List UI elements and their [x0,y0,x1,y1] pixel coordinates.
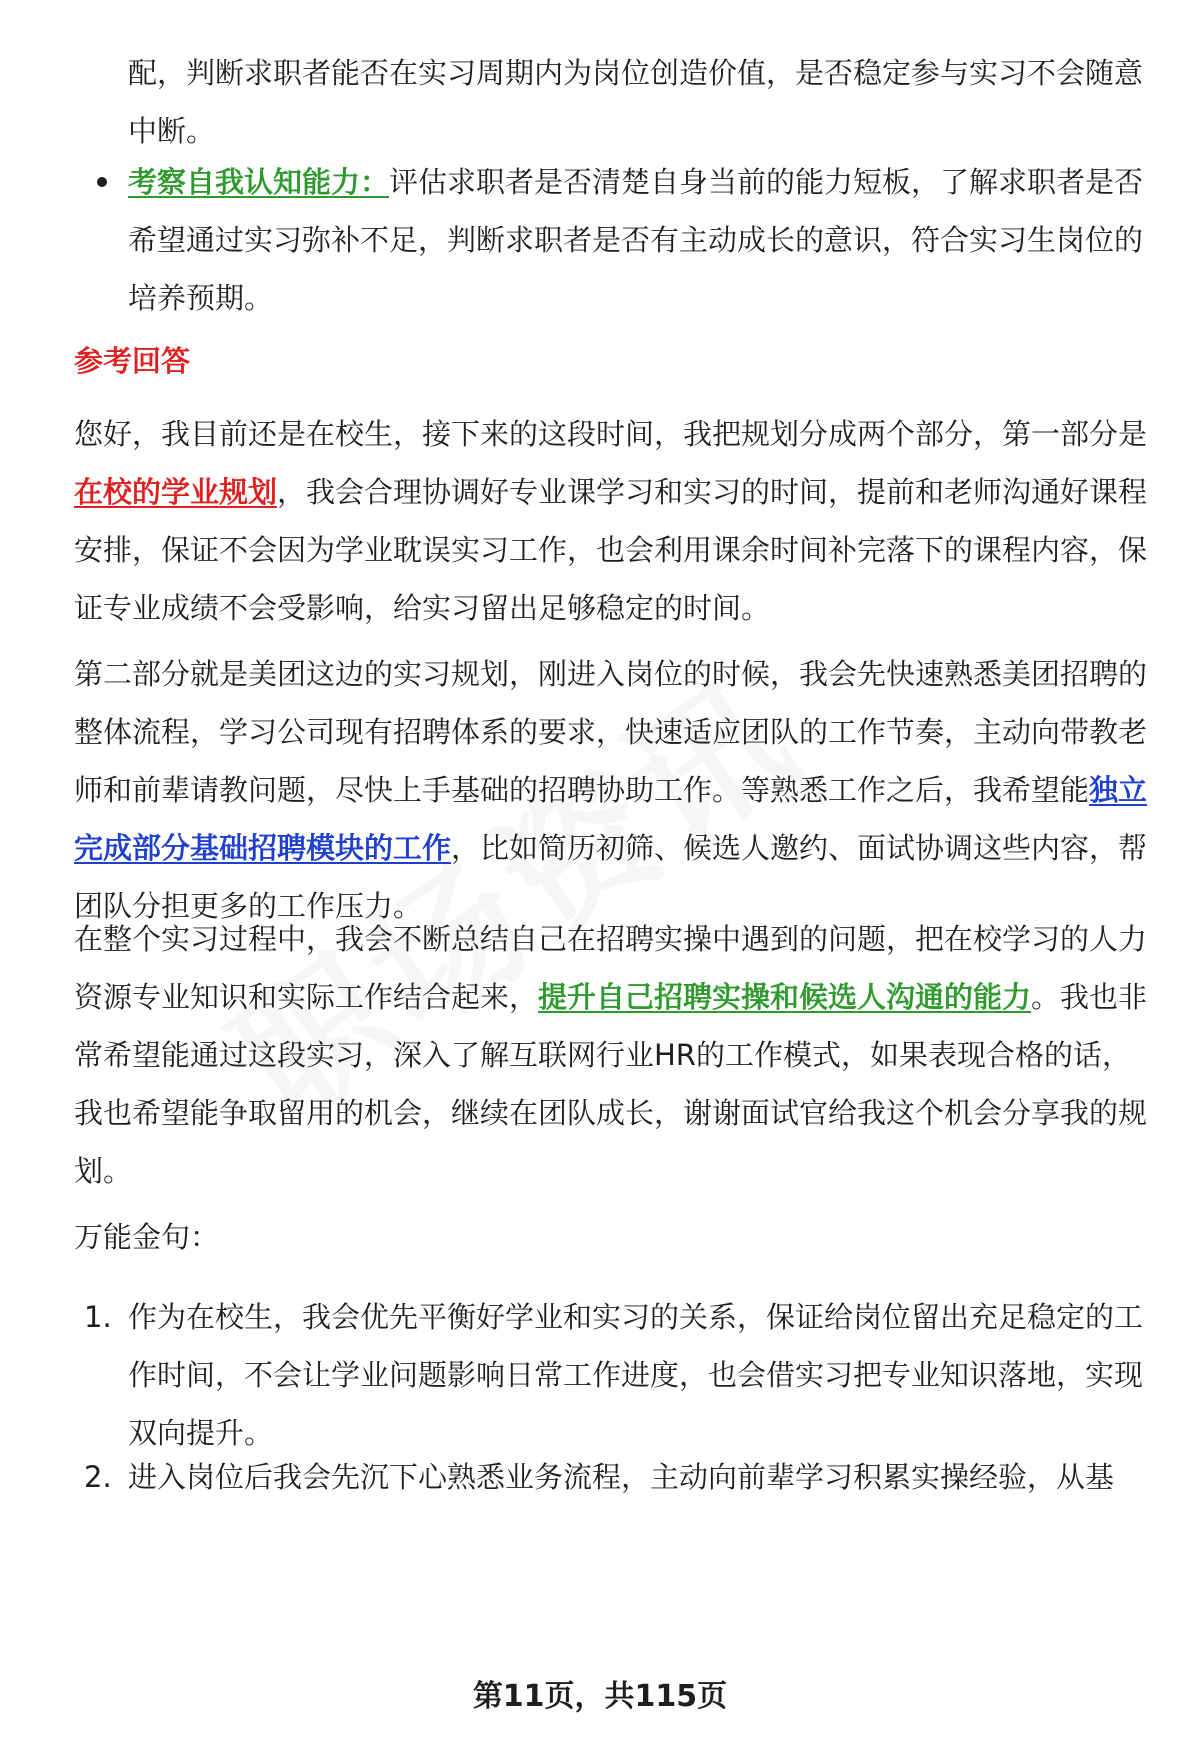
answer1-text-post: ，我会合理协调好专业课学习和实习的时间，提前和老师沟通好课程安排，保证不会因为学业耽误实习工作，也会利用课余时间补完落下的课程内容，保证专业成绩不会受影响，给实习留出足够稳定的时间。 [74,475,1148,625]
answer3-highlight: 提升自己招聘实操和候选人沟通的能力 [538,980,1032,1014]
bullet-text: 评估求职者是否清楚自身当前的能力短板，了解求职者是否希望通过实习弥补不足，判断求职者是否有主动成长的意识，符合实习生岗位的培养预期。 [128,165,1144,315]
answer2-text-post: ，比如简历初筛、候选人邀约、面试协调这些内容，帮团队分担更多的工作压力。 [74,831,1148,923]
list-number: 1. [84,1300,112,1334]
bullet-label: 考察自我认知能力： [128,165,390,199]
answer3-text-pre: 在整个实习过程中，我会不断总结自己在招聘实操中遇到的问题，把在校学习的人力资源专业知识和实际工作结合起来， [74,922,1148,1014]
list-item: 进入岗位后我会先沉下心熟悉业务流程，主动向前辈学习积累实操经验，从基 [128,1460,1115,1494]
answer1-text-pre: 您好，我目前还是在校生，接下来的这段时间，我把规划分成两个部分，第一部分是 [74,417,1148,451]
list-item: 作为在校生，我会优先平衡好学业和实习的关系，保证给岗位留出充足稳定的工作时间，不会让学业问题影响日常工作进度，也会借实习把专业知识落地，实现双向提升。 [128,1300,1144,1450]
answer2-text-pre: 第二部分就是美团这边的实习规划，刚进入岗位的时候，我会先快速熟悉美团招聘的整体流程，学习公司现有招聘体系的要求，快速适应团队的工作节奏，主动向带教老师和前辈请教问题，尽快上手基础的招聘协助工作。等熟悉工作之后，我希望能 [74,657,1148,807]
answer-paragraph-3 [74,910,1148,1200]
answer1-highlight: 在校的学业规划 [74,475,278,509]
golden-sentences-label: 万能金句： [74,1220,220,1254]
list-number: 2. [84,1460,112,1494]
continued-paragraph: 配，判断求职者能否在实习周期内为岗位创造价值，是否稳定参与实习不会随意中断。 [128,56,1144,148]
bullet-item [128,153,1148,327]
page-footer: 第11页，共115页 [472,1679,728,1714]
answer-paragraph-2 [74,645,1148,935]
answer3-text-post: 。我也非常希望能通过这段实习，深入了解互联网行业HR的工作模式，如果表现合格的话，我也希望能争取留用的机会，继续在团队成长，谢谢面试官给我这个机会分享我的规划。 [74,980,1148,1188]
bullet-dot-icon [97,177,107,187]
answer2-highlight: 独立完成部分基础招聘模块的工作 [74,773,1148,865]
answer-paragraph-1 [74,405,1148,637]
section-heading: 参考回答 [74,344,191,378]
